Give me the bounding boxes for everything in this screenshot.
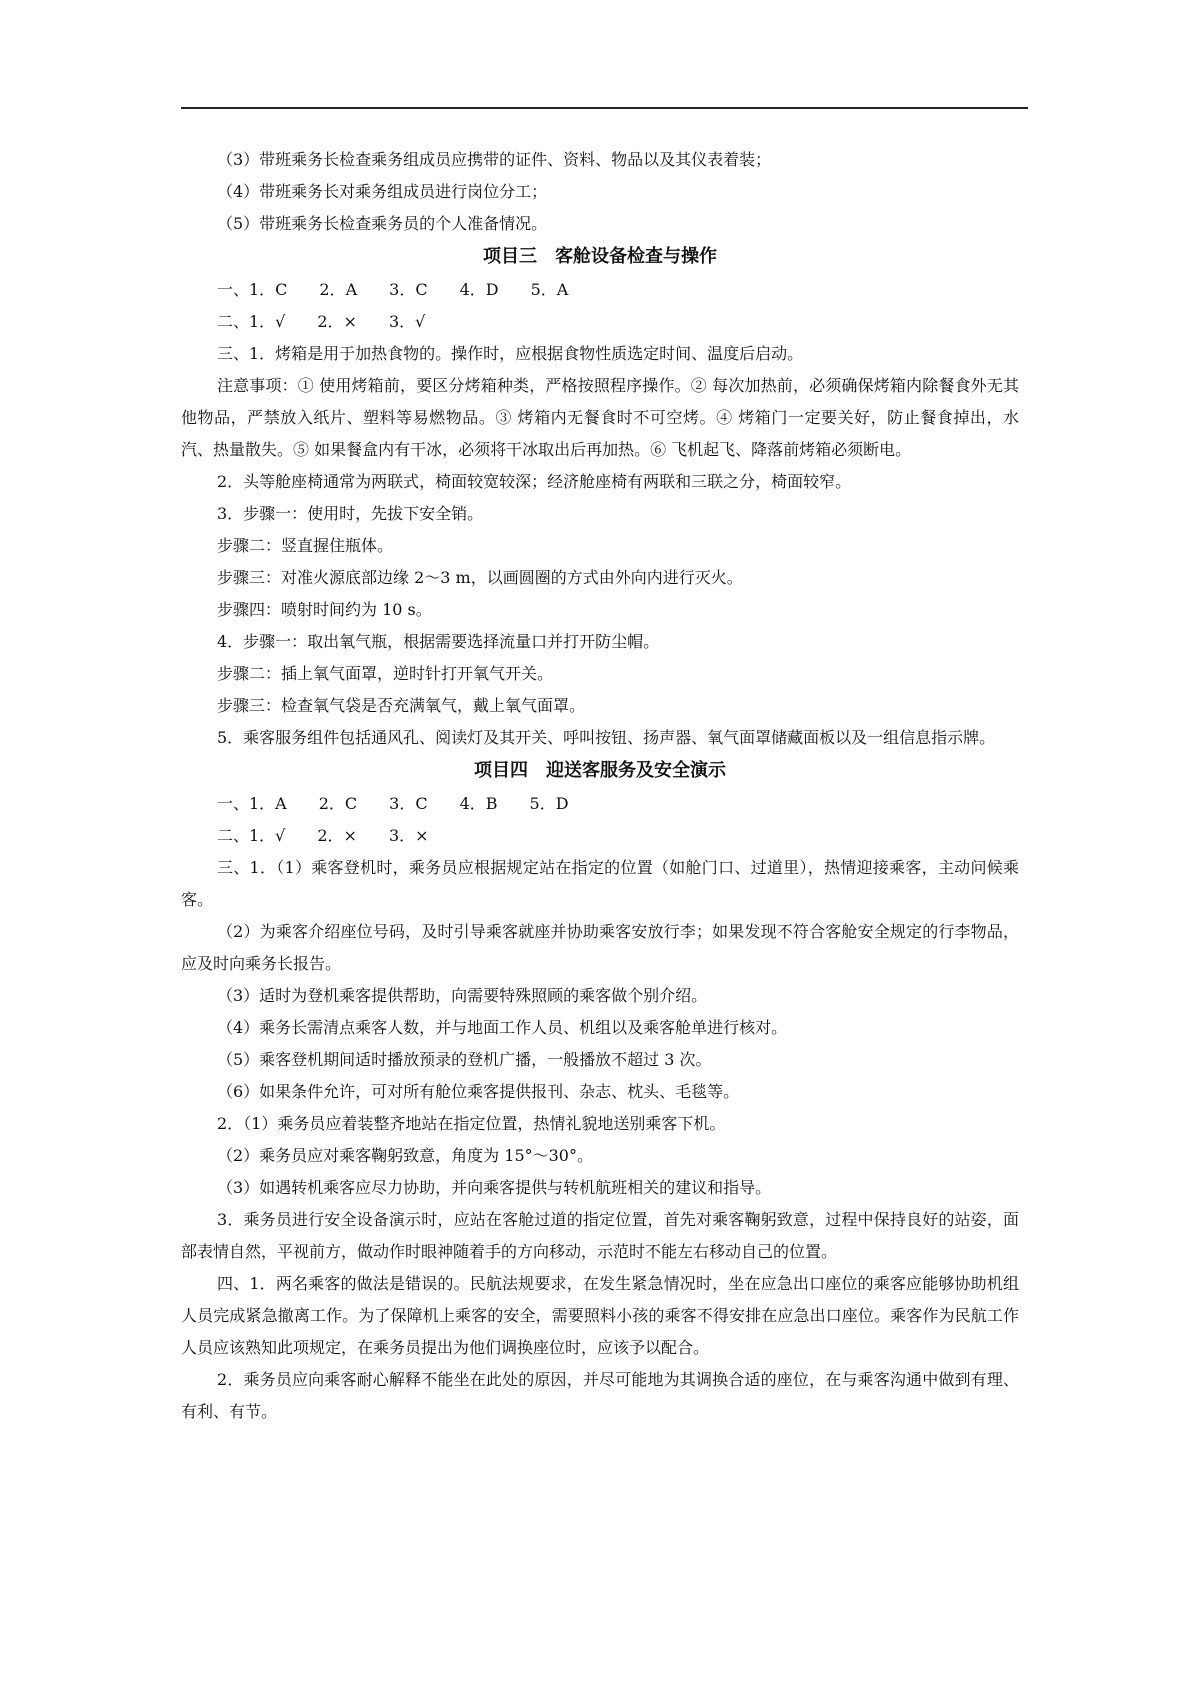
project3-title: 项目三 客舱设备检查与操作	[483, 246, 717, 267]
answer-content	[181, 144, 1019, 1428]
project3-q1-notes: 注意事项：① 使用烤箱前，要区分烤箱种类，严格按照程序操作。② 每次加热前，必须确保烤箱内除餐食外无其他物品，严禁放入纸片、塑料等易燃物品。③ 烤箱内无餐食时不可空烤。④ 烤箱门一定要关好，防止餐食掉出，水汽、热量散失。⑤ 如果餐盒内有干冰，必须将干冰取出后再加热。⑥ 飞机起飞、降落前烤箱必须断电。	[181, 376, 1019, 459]
project4-q2-item2: （2）乘务员应对乘客鞠躬致意，角度为 15°～30°。	[217, 1146, 593, 1165]
project3-q4-step2: 步骤二：插上氧气面罩，逆时针打开氧气开关。	[217, 664, 554, 683]
project3-q3-step3: 步骤三：对准火源底部边缘 2～3 m，以画圆圈的方式由外向内进行灭火。	[217, 568, 743, 587]
header-rule	[181, 107, 1028, 109]
project4-title: 项目四 迎送客服务及安全演示	[474, 760, 726, 781]
project4-q1-item5: （5）乘客登机期间适时播放预录的登机广播，一般播放不超过 3 次。	[217, 1050, 712, 1069]
project3-choice-answers: 一、1．C 2．A 3．C 4．D 5．A	[217, 280, 569, 299]
project3-q2: 2．头等舱座椅通常为两联式，椅面较宽较深；经济舱座椅有两联和三联之分，椅面较窄。	[217, 472, 852, 491]
project4-q2-item1: 2．（1）乘务员应着装整齐地站在指定位置，热情礼貌地送别乘客下机。	[217, 1114, 726, 1133]
project4-q2-item3: （3）如遇转机乘客应尽力协助，并向乘客提供与转机航班相关的建议和指导。	[217, 1178, 772, 1197]
project4-q1-item2: （2）为乘客介绍座位号码，及时引导乘客就座并协助乘客安放行李；如果发现不符合客舱安全规定的行李物品，应及时向乘务长报告。	[181, 922, 1019, 973]
project3-q4-step1: 4．步骤一：取出氧气瓶，根据需要选择流量口并打开防尘帽。	[217, 632, 660, 651]
prev-item-3: （3）带班乘务长检查乘务组成员应携带的证件、资料、物品以及其仪表着装；	[217, 150, 772, 169]
project4-judge-answers: 二、1．√ 2．× 3．×	[217, 826, 429, 845]
project4-choice-answers: 一、1．A 2．C 3．C 4．B 5．D	[217, 794, 569, 813]
project4-part4-q1: 四、1．两名乘客的做法是错误的。民航法规要求，在发生紧急情况时，坐在应急出口座位的乘客应能够协助机组人员完成紧急撤离工作。为了保障机上乘客的安全，需要照料小孩的乘客不得安排在应急出口座位。乘客作为民航工作人员应该熟知此项规定，在乘务员提出为他们调换座位时，应该予以配合。	[181, 1274, 1019, 1357]
project3-q4-step3: 步骤三：检查氧气袋是否充满氧气，戴上氧气面罩。	[217, 696, 586, 715]
prev-item-5: （5）带班乘务长检查乘务员的个人准备情况。	[217, 214, 548, 233]
project4-q1-item1: 三、1．（1）乘客登机时，乘务员应根据规定站在指定的位置（如舱门口、过道里），热情迎接乘客，主动问候乘客。	[181, 858, 1019, 909]
project3-q1: 三、1．烤箱是用于加热食物的。操作时，应根据食物性质选定时间、温度后启动。	[217, 344, 804, 363]
project4-q1-item6: （6）如果条件允许，可对所有舱位乘客提供报刊、杂志、枕头、毛毯等。	[217, 1082, 740, 1101]
project3-q3-step2: 步骤二：竖直握住瓶体。	[217, 536, 394, 555]
project4-part4-q2: 2．乘务员应向乘客耐心解释不能坐在此处的原因，并尽可能地为其调换合适的座位，在与乘客沟通中做到有理、有利、有节。	[181, 1370, 1019, 1421]
project3-q5: 5．乘客服务组件包括通风孔、阅读灯及其开关、呼叫按钮、扬声器、氧气面罩储藏面板以及一组信息指示牌。	[217, 728, 996, 747]
project3-judge-answers: 二、1．√ 2．× 3．√	[217, 312, 426, 331]
project4-q1-item3: （3）适时为登机乘客提供帮助，向需要特殊照顾的乘客做个别介绍。	[217, 986, 708, 1005]
prev-item-4: （4）带班乘务长对乘务组成员进行岗位分工；	[217, 182, 548, 201]
project4-q1-item4: （4）乘务长需清点乘客人数，并与地面工作人员、机组以及乘客舱单进行核对。	[217, 1018, 788, 1037]
project3-q3-step4: 步骤四：喷射时间约为 10 s。	[217, 600, 432, 619]
project3-q3-step1: 3．步骤一：使用时，先拔下安全销。	[217, 504, 484, 523]
project4-q3: 3．乘务员进行安全设备演示时，应站在客舱过道的指定位置，首先对乘客鞠躬致意，过程中保持良好的站姿，面部表情自然，平视前方，做动作时眼神随着手的方向移动，示范时不能左右移动自己的位置。	[181, 1210, 1019, 1261]
